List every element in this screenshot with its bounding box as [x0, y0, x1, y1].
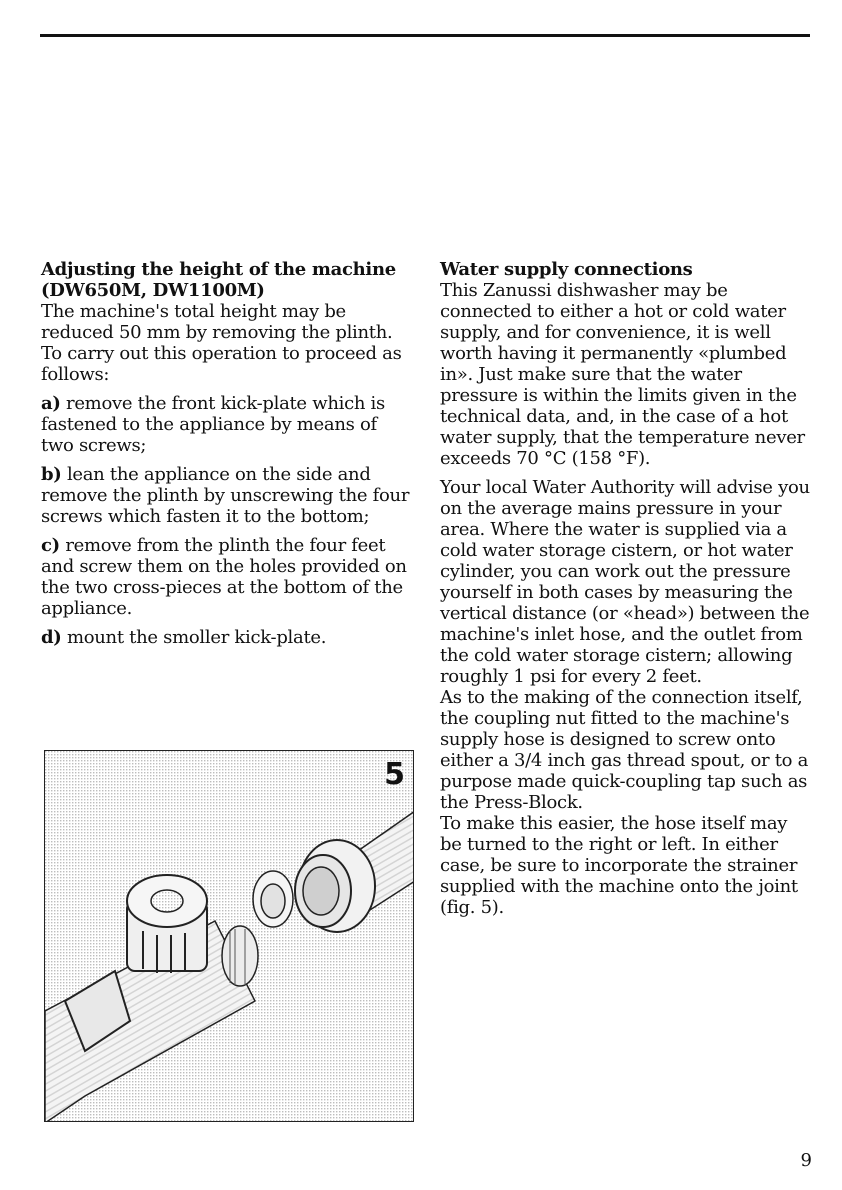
step-text: remove from the plinth the four feet and screw them on the holes provided on the two cross-pieces at the bottom of the appliance. [41, 535, 407, 619]
step-b [41, 464, 413, 527]
water-supply-paragraph-4: To make this easier, the hose itself may be turned to the right or left. In either case, be sure to incorporate the strainer supplied with the machine onto the joint (fig. 5). [440, 813, 798, 918]
water-supply-paragraph-3: As to the making of the connection itself, the coupling nut fitted to the machine's supply hose is designed to screw onto either a 3/4 inch gas thread spout, or to a purpose made quick-coupling tap such as the Press-Block. [440, 687, 809, 813]
top-rule [40, 34, 810, 37]
step-text: remove the front kick-plate which is fastened to the appliance by means of two screws; [41, 393, 385, 456]
intro-paragraph: The machine's total height may be reduced 50 mm by removing the plinth. To carry out this operation to proceed as follows: [41, 301, 402, 385]
step-text: mount the smoller kick-plate. [66, 627, 327, 648]
step-label: d) [41, 627, 62, 648]
right-column [440, 259, 812, 918]
step-d [41, 627, 413, 648]
water-supply-paragraph-2: Your local Water Authority will advise you on the average mains pressure in your area. Where the water is supplied via a cold water storage cistern, or hot water cylinder, you can work out the pressure yourself in both cases by measuring the vertical distance (or «head») between the machine's inlet hose, and the outlet from the cold water storage cistern; allowing roughly 1 psi for every 2 feet. [440, 477, 810, 687]
heading-line-2: (DW650M, DW1100M) [41, 280, 265, 301]
step-a [41, 393, 413, 456]
water-supply-paragraph-1: This Zanussi dishwasher may be connected to either a hot or cold water supply, and for convenience, it is well worth having it permanently «plumbed in». Just make sure that the water pressure is within the limits given in the technical data, and, in the case of a hot water supply, that the temperature never exceeds 70 °C (158 °F). [440, 280, 805, 469]
hose-coupling-illustration [45, 751, 414, 1122]
section-heading-water-supply: Water supply connections [440, 259, 693, 280]
figure-number: 5 [384, 757, 405, 792]
step-label: b) [41, 464, 62, 485]
heading-line-1: Adjusting the height of the machine [41, 259, 396, 280]
step-label: c) [41, 535, 60, 556]
section-heading-height [41, 259, 413, 301]
step-c [41, 535, 413, 619]
page-number: 9 [800, 1150, 812, 1171]
step-text: lean the appliance on the side and remove the plinth by unscrewing the four screws which fasten it to the bottom; [41, 464, 410, 527]
figure-5-illustration [44, 750, 414, 1122]
step-label: a) [41, 393, 61, 414]
left-column [41, 259, 413, 648]
